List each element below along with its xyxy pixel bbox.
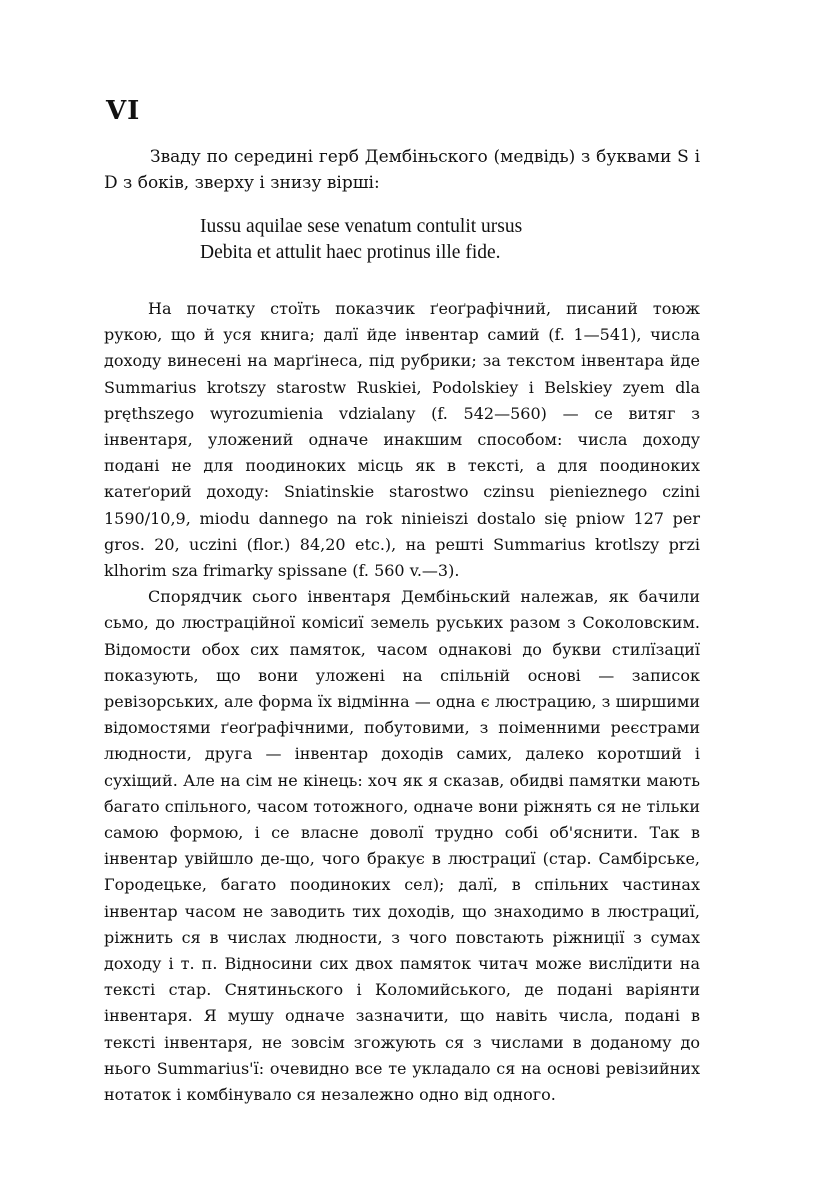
latin-verse	[200, 214, 700, 266]
document-page	[104, 96, 700, 1108]
body-paragraph-2: Спорядчик сього інвентаря Дембіньский належав, як бачили сьмо, до люстраційної комісиї земель руських разом з Соколовским. Відомости обох сих памяток, часом однакові до букви стилїзациї показують, що вони уложені на спільній основі — записок ревізорських, але форма їх відмінна — одна є люстрацию, з ширшими відомостями ґеоґрафічними, побутовими, з поіменними реєстрами людности, друга — інвентар доходів самих, далеко коротший і сухіщий. Але на сім не кінець: хоч як я сказав, обидві памятки мають багато спільного, часом тотожного, одначе вони ріжнять ся не тільки самою формою, і се власне доволї трудно собі об'яснити. Так в інвентар увійшло де-що, чого бракує в люстрациї (стар. Самбірське, Городецьке, багато поодиноких сел); далї, в спільних частинах інвентар часом не заводить тих доходів, що знаходимо в люстрациї, ріжнить ся в числах людности, з чого повстають ріжниції з сумах доходу і т. п. Відносини сих двох памяток читач може вислїдити на тексті стар. Снятиньского і Коломийського, де подані варіянти інвентаря. Я мушу одначе зазначити, що навіть числа, подані в тексті інвентаря, не зовсім згожують ся з числами в доданому до нього Summarius'ї: очевидно все те укладало ся на основі ревізийних нотаток і комбінувало ся незалежно одно від одного.	[104, 587, 700, 1105]
verse-line-1: Iussu aquilae sese venatum contulit ursus	[200, 216, 523, 237]
page-number: VI	[106, 96, 141, 126]
body-paragraph-1: На початку стоїть показчик ґеоґрафічний, писаний тоюж рукою, що й уся книга; далї йде інвентар самий (f. 1—541), числа доходу винесені на марґінеса, під рубрики; за текстом інвентара йде Summarius krotszy starostw Ruskiei, Podolskiey i Belskiey zyem dla pręthszego wyrozumienia vdzialany (f. 542—560) — се витяг з інвентаря, уложений одначе инакшим способом: числа доходу подані не для поодиноких місць як в тексті, а для поодиноких катеґорий доходу: Sniatinskie starostwo czinsu pienieznego czini 1590/10,9, miodu dannego na rok ninieiszi dostalo się pniow 127 per gros. 20, uczini (flor.) 84,20 etc.), на решті Summarius krotlszy przi klhorim sza frimarky spissane (f. 560 v.—3).	[104, 299, 700, 581]
verse-line-2: Debita et attulit haec protinus ille fide.	[200, 242, 501, 263]
intro-paragraph: Зваду по середині герб Дембіньского (медвідь) з буквами S i D з боків, зверху і знизу вірші:	[104, 147, 700, 193]
